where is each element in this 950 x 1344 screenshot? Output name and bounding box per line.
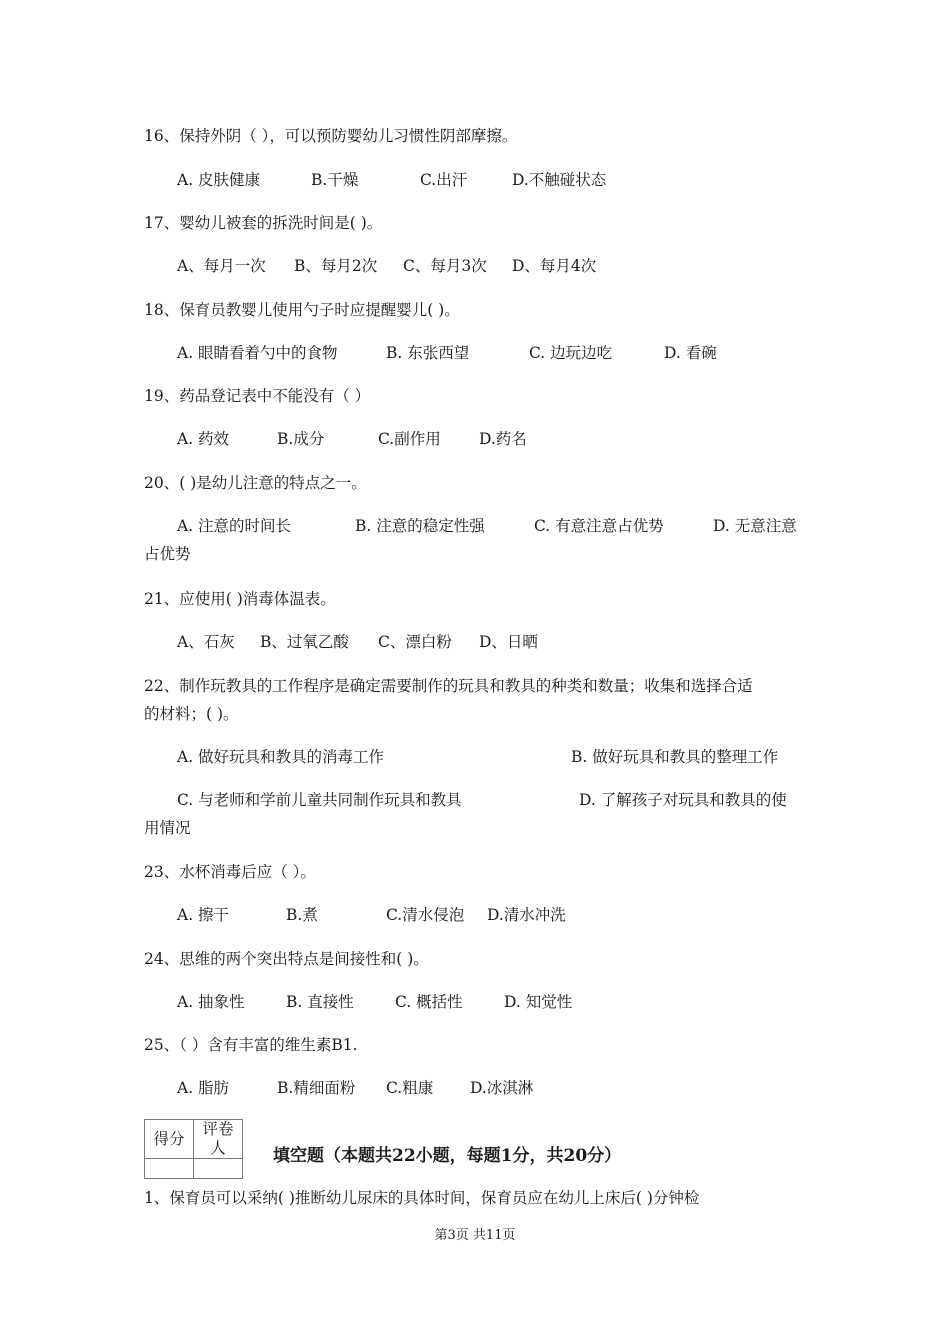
q20-option-d: D. 无意注意 [713,517,797,535]
q20-option-b: B. 注意的稳定性强 [355,517,485,535]
q16-option-c: C.出汗 [420,171,468,189]
q24-option-b: B. 直接性 [286,993,354,1011]
q20-option-d-continuation: 占优势 [144,545,191,563]
score-box [144,1119,243,1179]
question-23-stem: 23、水杯消毒后应（ ）。 [144,863,316,881]
q22-option-a: A. 做好玩具和教具的消毒工作 [177,748,385,766]
q19-option-d: D.药名 [479,430,527,448]
q19-option-c: C.副作用 [378,430,441,448]
question-19-stem: 19、药品登记表中不能没有（ ） [144,387,371,405]
q18-option-c: C. 边玩边吃 [529,344,613,362]
question-22-stem-continuation: 的材料；( )。 [144,705,239,723]
q23-option-d: D.清水冲洗 [487,906,566,924]
q25-option-a: A. 脂肪 [177,1079,230,1097]
q25-option-b: B.精细面粉 [277,1079,356,1097]
q17-option-d: D、每月4次 [512,257,597,275]
question-24-stem: 24、思维的两个突出特点是间接性和( )。 [144,950,429,968]
q18-option-a: A. 眼睛看着勺中的食物 [177,344,338,362]
question-21-stem: 21、应使用( )消毒体温表。 [144,590,336,608]
q21-option-a: A、石灰 [177,633,235,651]
question-22-stem: 22、制作玩教具的工作程序是确定需要制作的玩具和教具的种类和数量；收集和选择合适 [144,677,753,695]
q20-option-c: C. 有意注意占优势 [534,517,664,535]
fill-question-1: 1、保育员可以采纳( )推断幼儿尿床的具体时间，保育员应在幼儿上床后( )分钟检 [144,1189,700,1207]
q25-option-d: D.冰淇淋 [470,1079,534,1097]
q22-option-b: B. 做好玩具和教具的整理工作 [571,748,779,766]
q23-option-a: A. 擦干 [177,906,230,924]
q24-option-a: A. 抽象性 [177,993,245,1011]
q16-option-d: D.不触碰状态 [512,171,607,189]
grader-cell [194,1159,243,1179]
q23-option-c: C.清水侵泡 [386,906,465,924]
q17-option-b: B、每月2次 [294,257,378,275]
page-footer: 第3页 共11页 [434,1228,516,1243]
question-25-stem: 25、（ ）含有丰富的维生素B1. [144,1036,358,1054]
q17-option-c: C、每月3次 [403,257,487,275]
q24-option-d: D. 知觉性 [504,993,573,1011]
q22-option-c: C. 与老师和学前儿童共同制作玩具和教具 [177,791,462,809]
q21-option-d: D、日晒 [479,633,538,651]
q20-option-a: A. 注意的时间长 [177,517,292,535]
question-17-stem: 17、婴幼儿被套的拆洗时间是( )。 [144,214,383,232]
q22-option-d-continuation: 用情况 [144,819,191,837]
question-18-stem: 18、保育员教婴儿使用勺子时应提醒婴儿( )。 [144,301,460,319]
score-cell [145,1159,194,1179]
q19-option-a: A. 药效 [177,430,230,448]
score-label: 得分 [145,1120,194,1159]
q16-option-a: A. 皮肤健康 [177,171,261,189]
q25-option-c: C.粗康 [386,1079,434,1097]
question-16-stem: 16、保持外阴（ ），可以预防婴幼儿习惯性阴部摩擦。 [144,127,518,145]
q18-option-d: D. 看碗 [664,344,717,362]
grader-label: 评卷人 [194,1120,243,1159]
q21-option-b: B、过氧乙酸 [260,633,349,651]
q19-option-b: B.成分 [277,430,325,448]
q22-option-d: D. 了解孩子对玩具和教具的使 [579,791,787,809]
q24-option-c: C. 概括性 [395,993,463,1011]
q21-option-c: C、漂白粉 [378,633,452,651]
question-20-stem: 20、( )是幼儿注意的特点之一。 [144,474,367,492]
q16-option-b: B.干燥 [311,171,359,189]
q17-option-a: A、每月一次 [177,257,266,275]
q18-option-b: B. 东张西望 [386,344,470,362]
section-title: 填空题（本题共22小题，每题1分，共20分） [273,1146,622,1166]
q23-option-b: B.煮 [286,906,318,924]
